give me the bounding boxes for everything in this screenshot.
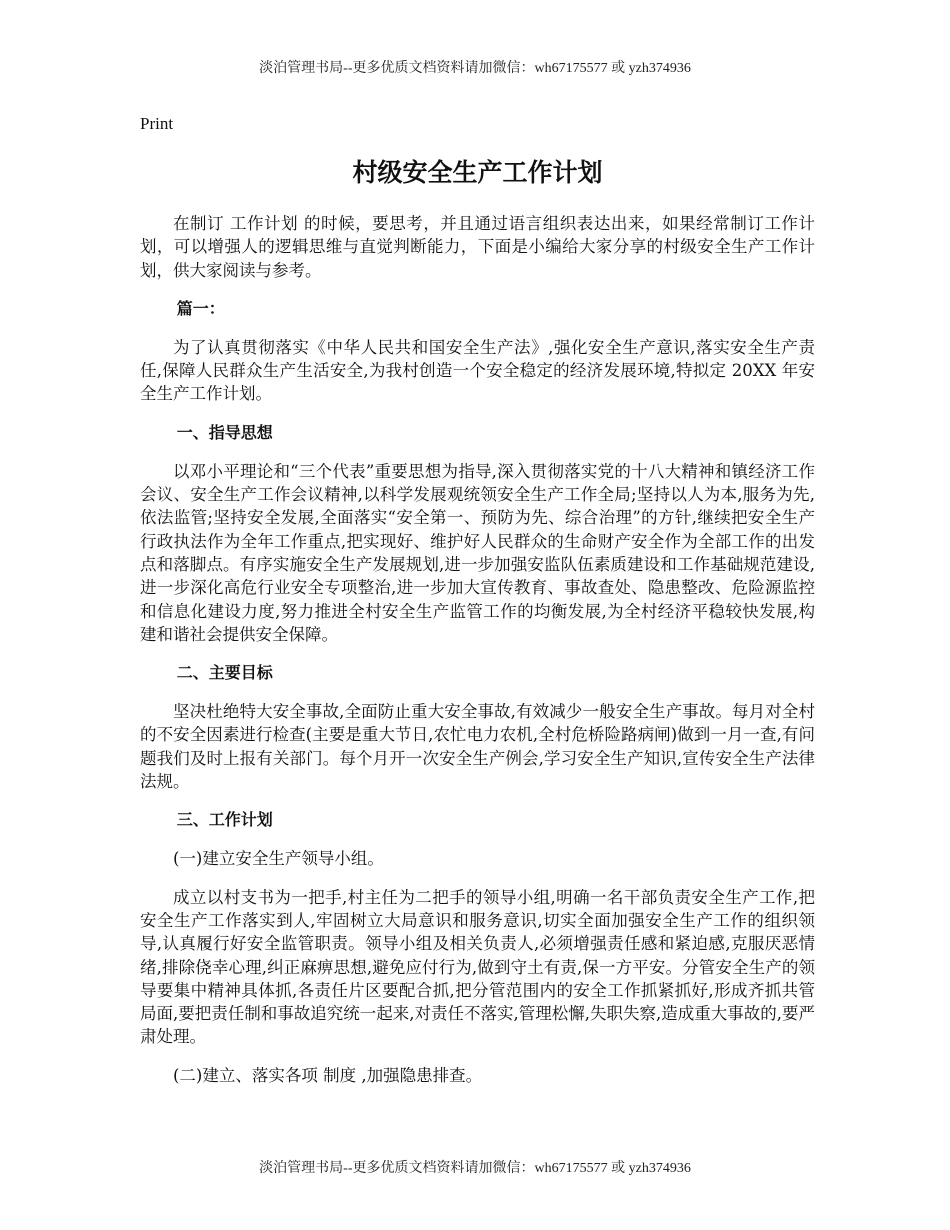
leadership-group-paragraph: 成立以村支书为一把手,村主任为二把手的领导小组,明确一名干部负责安全生产工作,把安全生产工作落实到人,牢固树立大局意识和服务意识,切实全面加强安全生产工作的组织领导,认真履行好安全监管职责。领导小组及相关负责人,必须增强责任感和紧迫感,克服厌恶情绪,排除侥幸心理,纠正麻痹思想,避免应付行为,做到守土有责,保一方平安。分管安全生产的领导要集中精神具体抓,各责任片区要配合抓,把分管范围内的安全工作抓紧抓好,形成齐抓共管局面,要把责任制和事故追究统一起来,对责任不落实,管理松懈,失职失察,造成重大事故的,要严肃处理。: [140, 887, 815, 1047]
document-body: [140, 112, 815, 1102]
heading-work-plan: 三、工作计划: [176, 810, 273, 830]
page-header-note: 淡泊管理书局--更多优质文档资料请加微信：wh67175577 或 yzh374936: [259, 61, 691, 76]
opening-paragraph: 为了认真贯彻落实《中华人民共和国安全生产法》,强化安全生产意识,落实安全生产责任,保障人民群众生产生活安全,为我村创造一个安全稳定的经济发展环境,特拟定 20XX 年安全生产工作计划。: [140, 337, 815, 404]
page-footer-note: 淡泊管理书局--更多优质文档资料请加微信：wh67175577 或 yzh374936: [259, 1161, 691, 1176]
intro-paragraph: 在制订 工作计划 的时候，要思考，并且通过语言组织表达出来，如果经常制订工作计划，可以增强人的逻辑思维与直觉判断能力，下面是小编给大家分享的村级安全生产工作计划，供大家阅读与参考。: [140, 214, 815, 280]
section-label: 篇一：: [176, 298, 225, 318]
heading-guiding-thought: 一、指导思想: [176, 422, 273, 442]
main-goals-paragraph: 坚决杜绝特大安全事故,全面防止重大安全事故,有效减少一般安全生产事故。每月对全村的不安全因素进行检查(主要是重大节日,农忙电力农机,全村危桥险路病闸)做到一月一查,有问题我们及时上报有关部门。每个月开一次安全生产例会,学习安全生产知识,宣传安全生产法律法规。: [140, 702, 815, 792]
print-label: Print: [140, 114, 174, 133]
document-title: 村级安全生产工作计划: [352, 158, 603, 187]
guiding-thought-paragraph: 以邓小平理论和“三个代表”重要思想为指导,深入贯彻落实党的十八大精神和镇经济工作会议、安全生产工作会议精神,以科学发展观统领安全生产工作全局;坚持以人为本,服务为先,依法监管;坚持安全发展,全面落实“安全第一、预防为先、综合治理”的方针,继续把安全生产行政执法作为全年工作重点,把实现好、维护好人民群众的生命财产安全作为全部工作的出发点和落脚点。有序实施安全生产发展规划,进一步加强安监队伍素质建设和工作基础规范建设,进一步深化高危行业安全专项整治,进一步加大宣传教育、事故查处、隐患整改、危险源监控和信息化建设力度,努力推进全村安全生产监管工作的均衡发展,为全村经济平稳较快发展,构建和谐社会提供安全保障。: [140, 461, 815, 644]
subheading-leadership-group: (一)建立安全生产领导小组。: [173, 849, 384, 869]
heading-main-goals: 二、主要目标: [176, 663, 273, 683]
subheading-systems: (二)建立、落实各项 制度 ,加强隐患排查。: [173, 1065, 483, 1085]
